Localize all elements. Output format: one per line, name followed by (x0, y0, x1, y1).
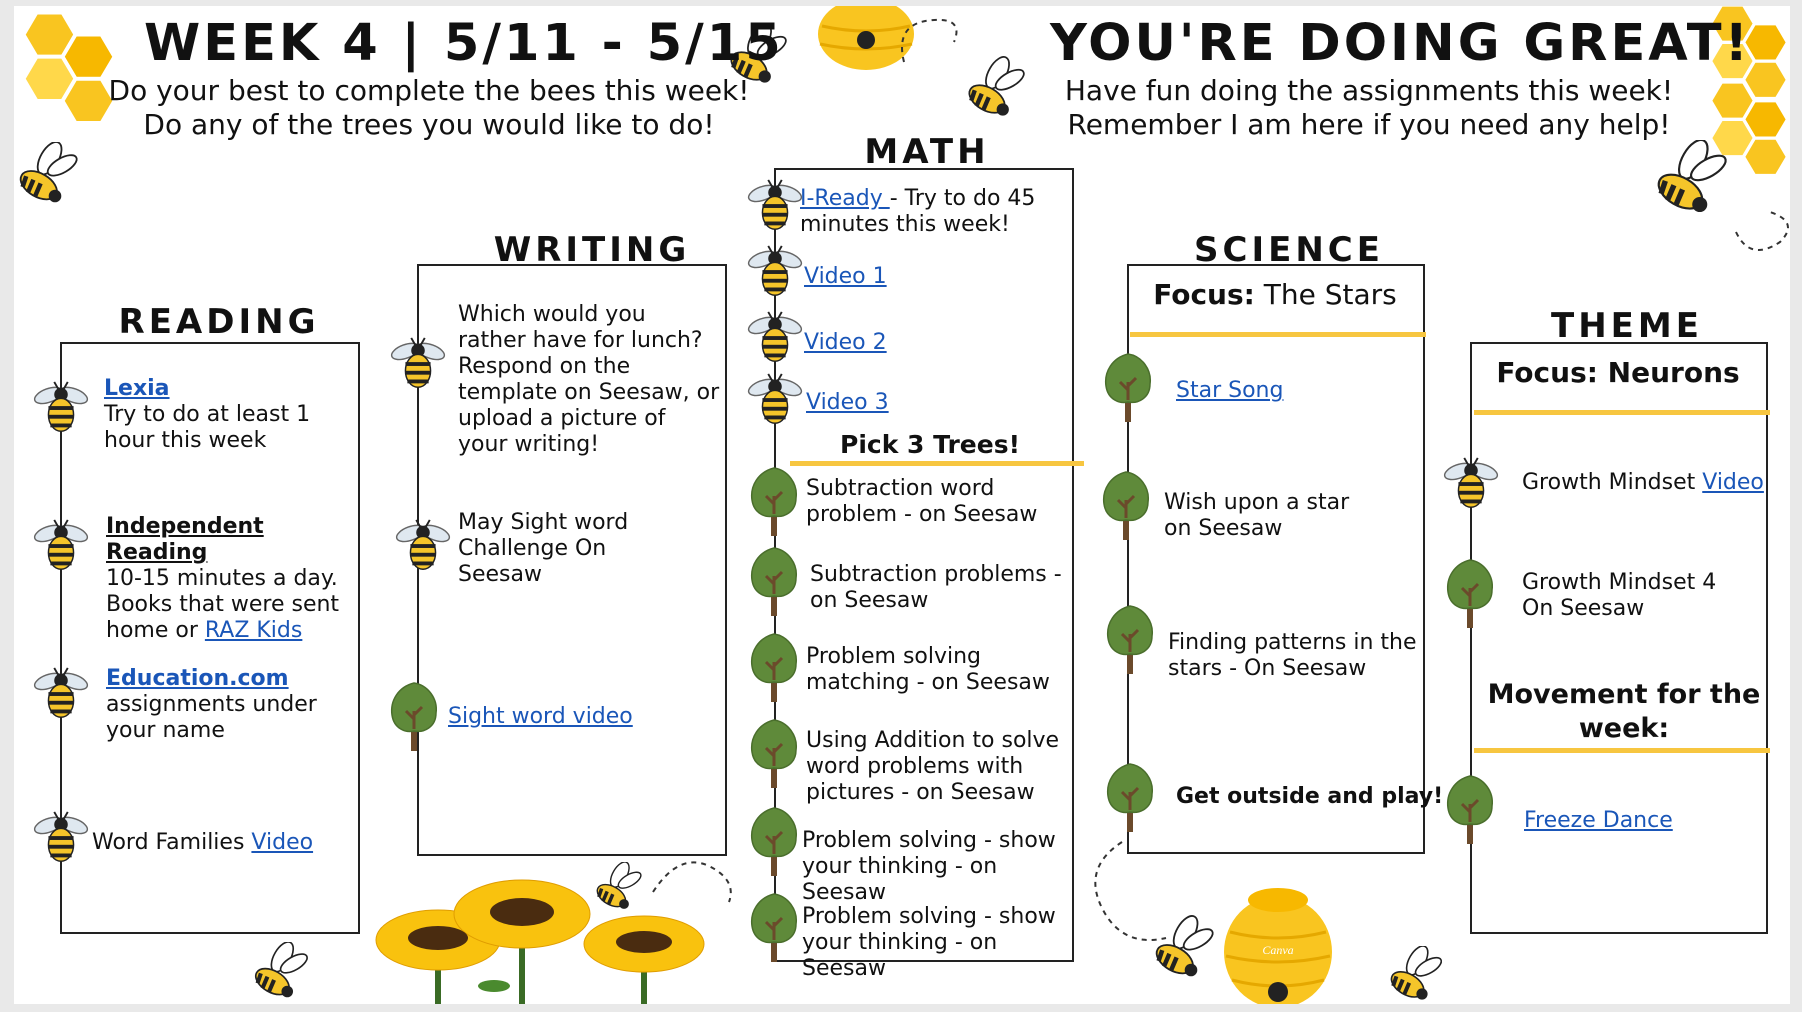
sunflowers-icon (354, 868, 754, 1004)
theme-card (1470, 342, 1768, 934)
lexia-description: Try to do at least 1 hour this week (104, 402, 311, 453)
word-families-video-link[interactable]: Video (251, 830, 314, 855)
i-ready-description: - Try to do 45 minutes this week! (800, 186, 1036, 237)
bee-icon (746, 310, 804, 368)
bee-icon (32, 380, 90, 438)
word-families-label: Word Families (92, 830, 245, 855)
tree-icon (1440, 558, 1500, 628)
independent-reading-title: Independent Reading (106, 514, 264, 565)
growth-mindset-video-link[interactable]: Video (1702, 470, 1764, 495)
math-tree-item: Problem solving - show your thinking - on Seesaw (802, 904, 1056, 981)
science-heading: SCIENCE (1194, 230, 1384, 270)
encouragement-title: YOU'RE DOING GREAT! (1050, 14, 1751, 73)
tree-icon (744, 546, 804, 616)
bee-icon (32, 518, 90, 576)
header-fun-line: Have fun doing the assignments this week! (1064, 74, 1674, 107)
tree-icon (744, 632, 804, 702)
growth-mindset-label: Growth Mindset (1522, 470, 1703, 495)
tree-icon (744, 466, 804, 536)
math-tree-item: Subtraction problems - on Seesaw (810, 562, 1062, 613)
tree-icon (1098, 352, 1158, 422)
bee-icon (746, 244, 804, 302)
science-divider (1130, 332, 1426, 337)
star-song-link[interactable]: Star Song (1176, 378, 1284, 403)
bee-icon (1374, 946, 1454, 1004)
math-video-2-link[interactable]: Video 2 (804, 330, 887, 355)
raz-kids-link[interactable]: RAZ Kids (204, 618, 303, 643)
tree-icon (384, 680, 444, 752)
i-ready-link[interactable]: I-Ready (800, 186, 890, 211)
bee-icon (239, 942, 319, 1004)
tree-icon (1096, 470, 1156, 540)
get-outside: Get outside and play! (1176, 784, 1444, 809)
bee-icon (14, 142, 82, 214)
math-tree-item: Problem solving - show your thinking - on Seesaw (802, 828, 1056, 905)
movement-heading: Movement for the week: (1487, 679, 1761, 744)
math-tree-item: Subtraction word problem - on Seesaw (806, 476, 1038, 527)
bee-icon (389, 336, 447, 394)
theme-divider (1474, 410, 1770, 415)
lunch-writing-prompt: Which would you rather have for lunch? Respond on the template on Seesaw, or upload a picture of your writing! (458, 302, 720, 457)
beehive-icon (1218, 882, 1338, 1004)
tree-icon (1440, 774, 1500, 844)
flight-path-icon (1082, 838, 1172, 958)
pick-three-trees: Pick 3 Trees! (840, 430, 1020, 459)
math-tree-item: Using Addition to solve word problems with pictures - on Seesaw (806, 728, 1060, 805)
slide (14, 6, 1790, 1004)
movement-divider (1474, 748, 1770, 753)
tree-icon (744, 718, 804, 788)
bee-icon (32, 810, 90, 868)
finding-patterns: Finding patterns in the stars - On Seesaw (1168, 630, 1417, 681)
theme-heading: THEME (1551, 306, 1703, 346)
bee-icon (746, 372, 804, 430)
math-video-3-link[interactable]: Video 3 (806, 390, 889, 415)
week-title: WEEK 4 | 5/11 - 5/15 (144, 14, 784, 73)
theme-focus: Focus: Neurons (1496, 356, 1740, 389)
tree-icon (744, 892, 804, 962)
tree-icon (1100, 604, 1160, 674)
math-heading: MATH (864, 132, 990, 172)
math-tree-item: Problem solving matching - on Seesaw (806, 644, 1050, 695)
science-focus-label: Focus: (1153, 278, 1255, 311)
lexia-link[interactable]: Lexia (104, 376, 170, 401)
science-card (1127, 264, 1425, 854)
math-video-1-link[interactable]: Video 1 (804, 264, 887, 289)
science-focus-value: The Stars (1254, 278, 1397, 311)
header-help-line: Remember I am here if you need any help! (1067, 108, 1671, 141)
freeze-dance-link[interactable]: Freeze Dance (1524, 808, 1673, 833)
bee-icon (1442, 456, 1500, 514)
reading-heading: READING (118, 302, 320, 342)
header-instruction-trees: Do any of the trees you would like to do! (143, 108, 715, 141)
sight-word-challenge: May Sight word Challenge On Seesaw (458, 510, 629, 587)
sight-word-video-link[interactable]: Sight word video (448, 704, 633, 729)
education-com-description: assignments under your name (106, 692, 317, 743)
education-com-link[interactable]: Education.com (106, 666, 289, 691)
bee-icon (394, 518, 452, 576)
tree-icon (744, 806, 804, 876)
flight-path-icon (1730, 192, 1790, 262)
math-divider (790, 461, 1084, 466)
writing-heading: WRITING (493, 230, 691, 270)
science-focus (1130, 278, 1420, 311)
independent-reading-description: 10-15 minutes a day. Books that were sent home or (106, 566, 340, 643)
header-instruction-bees: Do your best to complete the bees this week! (108, 74, 750, 107)
tree-icon (1100, 762, 1160, 832)
wish-upon-a-star: Wish upon a star on Seesaw (1164, 490, 1350, 541)
bee-icon (1646, 140, 1732, 226)
growth-mindset-4: Growth Mindset 4 On Seesaw (1522, 570, 1717, 621)
bee-icon (32, 666, 90, 724)
canva-watermark: Canva (1262, 943, 1294, 957)
flight-path-icon (894, 12, 974, 72)
bee-icon (746, 178, 804, 236)
